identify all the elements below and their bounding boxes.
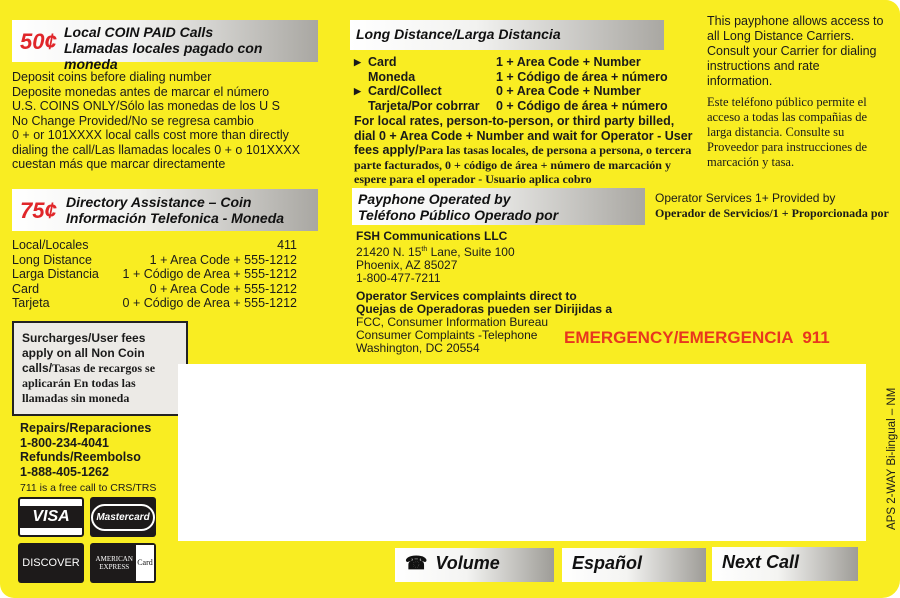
ld-label: Moneda <box>368 69 416 84</box>
repairs-phone: 1-800-234-4041 <box>20 435 109 450</box>
local-line: Deposit coins before dialing number <box>12 70 212 84</box>
arrow-icon: ▶ <box>354 86 361 96</box>
street-address <box>356 243 612 259</box>
surcharge-es: Tasas de recargos se aplicarán En todas las llamadas sin moneda <box>22 361 156 405</box>
row-label: Long Distance <box>12 252 92 267</box>
local-line: No Change Provided/No se regresa cambio <box>12 113 254 128</box>
operator-services-es: Operador de Servicios/1 + Proporcionada por <box>655 206 889 220</box>
amex-logo <box>90 543 156 583</box>
next-call-button[interactable] <box>712 547 858 581</box>
model-label: APS 2-WAY Bi-lingual – NM <box>886 387 898 530</box>
row-value: 411 <box>277 238 297 252</box>
directory-row <box>12 296 297 311</box>
row-label: Larga Distancia <box>12 267 99 281</box>
directory-title-en: Directory Assistance – Coin <box>66 194 252 210</box>
row-label: Local/Locales <box>12 238 89 252</box>
visa-text: VISA <box>20 506 82 528</box>
directory-row <box>12 238 297 253</box>
ld-row <box>354 99 694 114</box>
street-pre: 21420 N. 15 <box>356 245 422 259</box>
ld-label: Card/Collect <box>368 84 442 98</box>
directory-table <box>12 238 297 311</box>
ld-note-es: Para las tasas locales, de persona a persona, o tercera parte facturados, 0 + código de área + número de marcación y espere para el operador - Usuario aplica cobro <box>354 143 692 186</box>
directory-title-es: Información Telefonica - Moneda <box>66 210 285 226</box>
street-sup: th <box>421 246 428 253</box>
mastercard-text: Mastercard <box>91 504 154 531</box>
local-line: cuestan más que marcar directamente <box>12 157 226 171</box>
row-value: 0 + Area Code + 555-1212 <box>149 281 297 296</box>
local-calls-header <box>12 20 318 72</box>
surcharge-notice <box>12 321 188 416</box>
city: Phoenix, AZ 85027 <box>356 258 458 272</box>
operator-services-en: Operator Services 1+ Provided by <box>655 191 836 205</box>
directory-row <box>12 267 297 282</box>
long-distance-header <box>350 20 664 50</box>
emergency-number: EMERGENCY/EMERGENCIA 911 <box>564 328 830 347</box>
local-line: U.S. COINS ONLY/Sólo las monedas de los U S <box>12 99 280 113</box>
street-post: Lane, Suite 100 <box>427 245 515 259</box>
ld-note-en: For local rates, person-to-person, or third party billed, dial 0 + Area Code + Number and wait for Operator - User fees apply/ <box>354 114 693 157</box>
ld-row <box>354 70 694 85</box>
local-line: Deposite monedas antes de marcar el número <box>12 84 270 99</box>
amex-card-text: Card <box>136 545 154 581</box>
directory-header <box>12 189 318 231</box>
ld-value: 0 + Area Code + Number <box>496 84 641 98</box>
operator-header <box>352 188 645 225</box>
ld-value: 1 + Código de área + número <box>496 69 668 84</box>
operator-title-es: Teléfono Público Operado por <box>358 207 559 223</box>
row-label: Tarjeta <box>12 296 50 310</box>
operator-phone: 1-800-477-7211 <box>356 271 441 285</box>
local-price: 50¢ <box>20 29 57 54</box>
ld-row <box>354 84 694 99</box>
next-call-label: Next Call <box>722 552 800 572</box>
phone-handset-icon: ☎ <box>405 553 428 573</box>
amex-text: AMERICAN EXPRESS <box>95 555 133 571</box>
refunds-label: Refunds/Reembolso <box>20 450 141 464</box>
complaints-es: Quejas de Operadoras pueden ser Dirijidas a <box>356 302 613 316</box>
discover-logo: DISCOVER <box>18 543 84 583</box>
ld-value: 1 + Area Code + Number <box>496 55 641 69</box>
surcharge-en: Surcharges/User fees apply on all Non Coin calls/ <box>22 331 146 375</box>
access-es: Este teléfono público permite el acceso a todas las compañias de larga distancia. Consulte su Proveedor para instrucciones de marcación y tasa. <box>707 95 868 169</box>
arrow-icon <box>354 99 368 114</box>
local-title-en: Local COIN PAID Calls <box>64 24 214 40</box>
mastercard-logo <box>90 497 156 537</box>
volume-button[interactable] <box>395 548 554 582</box>
complaints-en: Operator Services complaints direct to <box>356 289 577 303</box>
volume-label: Volume <box>435 553 500 573</box>
fcc-line: FCC, Consumer Information Bureau <box>356 315 549 329</box>
arrow-icon: ▶ <box>354 57 361 67</box>
fcc-line: Consumer Complaints -Telephone <box>356 328 538 342</box>
directory-row <box>12 282 297 297</box>
local-line: dialing the call/Las llamadas locales 0 + o 101XXXX <box>12 142 301 157</box>
espanol-button[interactable] <box>562 548 706 582</box>
long-distance-title: Long Distance/Larga Distancia <box>356 26 561 42</box>
espanol-label: Español <box>572 553 643 573</box>
row-value: 1 + Código de Area + 555-1212 <box>122 267 297 281</box>
row-value: 0 + Código de Area + 555-1212 <box>122 296 297 310</box>
ld-row <box>354 55 694 70</box>
local-line: 0 + or 101XXXX local calls cost more than directly <box>12 128 289 142</box>
ld-value: 0 + Código de área + número <box>496 98 668 113</box>
display-window <box>178 364 866 541</box>
row-label: Card <box>12 281 40 296</box>
refunds-phone: 1-888-405-1262 <box>20 464 109 479</box>
support-contacts <box>20 421 151 479</box>
company-name: FSH Communications LLC <box>356 229 508 243</box>
ld-label: Card <box>368 55 397 69</box>
local-title-es: Llamadas locales pagado con moneda <box>64 40 263 72</box>
local-instructions <box>12 70 300 172</box>
access-en: This payphone allows access to all Long Distance Carriers. Consult your Carrier for dialing instructions and rate information. <box>707 14 884 88</box>
relay-note: 711 is a free call to CRS/TRS <box>20 482 157 494</box>
operator-services <box>655 191 889 221</box>
repairs-label: Repairs/Reparaciones <box>20 421 152 435</box>
operator-title-en: Payphone Operated by <box>358 191 511 207</box>
arrow-icon <box>354 70 368 85</box>
ld-note <box>354 114 694 187</box>
visa-logo <box>18 497 84 537</box>
ld-label: Tarjeta/Por cobrrar <box>368 98 480 113</box>
long-distance-table <box>354 55 694 187</box>
fcc-line: Washington, DC 20554 <box>356 341 480 355</box>
directory-price: 75¢ <box>20 198 57 223</box>
row-value: 1 + Area Code + 555-1212 <box>149 252 297 267</box>
directory-row <box>12 253 297 268</box>
